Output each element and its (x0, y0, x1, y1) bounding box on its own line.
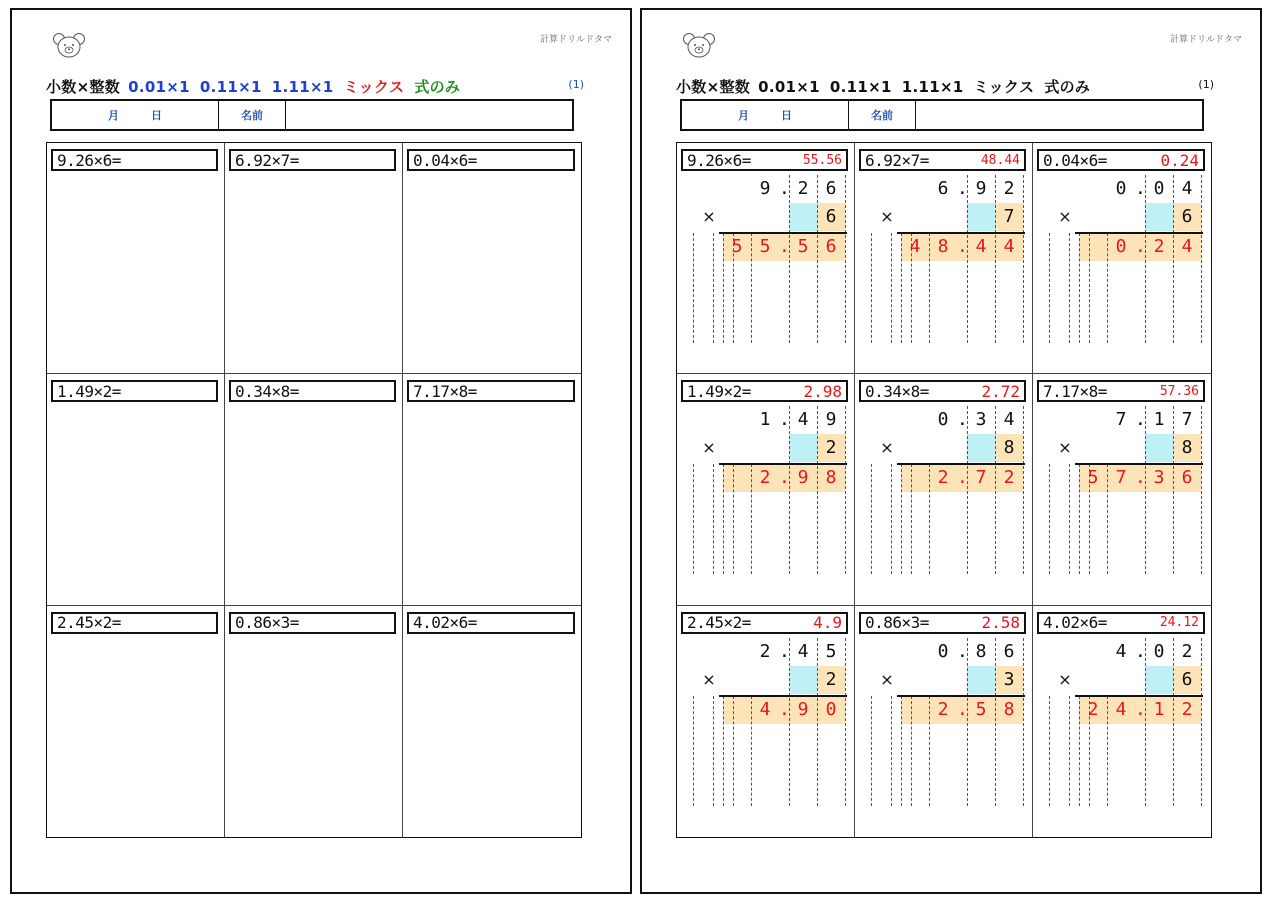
question-text: 0.86×3= (235, 613, 299, 633)
day-label: 日 (151, 109, 162, 122)
question-box (407, 380, 575, 402)
question-text: 7.17×8= (1043, 381, 1107, 401)
multiplicand-digit: 8 (975, 640, 987, 662)
vertical-calculation (855, 404, 1032, 604)
question-text: 2.45×2= (57, 613, 121, 633)
placeholder-highlight (967, 434, 995, 462)
guide-line (845, 175, 846, 343)
problem-cell (225, 606, 403, 837)
guide-line (693, 464, 694, 574)
guide-line (891, 464, 892, 574)
worksheet-title (676, 76, 1100, 97)
result-digit: 6 (1181, 467, 1193, 489)
name-label: 名前 (849, 101, 916, 129)
multiplier-digit: 8 (1181, 437, 1193, 459)
multiplicand-digit: 1 (759, 409, 771, 431)
guide-line (1069, 233, 1070, 343)
result-digit: . (779, 698, 790, 720)
multiplicand-digit: 2 (1181, 640, 1193, 662)
question-box (407, 612, 575, 634)
sheet-number: (1) (1198, 78, 1214, 91)
worksheet-problems (10, 8, 632, 894)
answer-value: 24.12 (1159, 615, 1199, 631)
question-text: 0.86×3= (865, 613, 929, 633)
guide-line (693, 233, 694, 343)
title-part: 1.11×1 (271, 78, 334, 96)
question-text: 0.34×8= (865, 381, 929, 401)
answer-cell (855, 374, 1033, 605)
bear-logo-icon (52, 30, 86, 60)
multiplicand-digit: 2 (1003, 178, 1015, 199)
answer-value: 2.72 (981, 381, 1020, 401)
placeholder-highlight (967, 203, 995, 231)
question-text: 1.49×2= (57, 381, 121, 401)
name-field (286, 101, 572, 129)
guide-line (845, 638, 846, 806)
placeholder-highlight (1145, 666, 1173, 694)
result-digit: 5 (1087, 467, 1099, 489)
answer-grid (676, 142, 1212, 838)
problem-cell (403, 143, 581, 374)
question-box (51, 380, 218, 402)
result-digit: 0 (825, 698, 837, 720)
guide-line (871, 233, 872, 343)
times-sign: × (702, 207, 716, 226)
multiplier-digit: 6 (825, 206, 837, 227)
guide-line (1069, 696, 1070, 806)
question-text: 7.17×8= (413, 381, 477, 401)
multiplicand-digit: . (779, 640, 790, 662)
result-digit: . (957, 467, 968, 489)
answer-value: 2.98 (803, 381, 842, 401)
guide-line (1201, 638, 1202, 806)
result-digit: 4 (1115, 698, 1127, 720)
multiplier-digit: 6 (1181, 206, 1193, 227)
name-date-box (50, 99, 574, 131)
question-box (407, 149, 575, 171)
guide-line (911, 696, 912, 806)
guide-line (1023, 406, 1024, 574)
result-digit: 8 (1003, 698, 1015, 720)
placeholder-highlight (1145, 203, 1173, 231)
multiplicand-digit: 4 (1115, 640, 1127, 662)
answer-cell (1033, 606, 1211, 837)
multiplicand-digit: 7 (1181, 409, 1193, 431)
vertical-calculation (1033, 173, 1211, 373)
placeholder-highlight (789, 666, 817, 694)
result-digit: 2 (759, 467, 771, 489)
multiplicand-digit: 9 (759, 178, 771, 199)
result-digit: 5 (797, 236, 809, 257)
result-digit: 5 (759, 236, 771, 257)
result-digit: . (957, 236, 968, 257)
guide-line (723, 696, 724, 806)
multiplicand-digit: . (957, 178, 968, 199)
guide-line (693, 696, 694, 806)
result-digit: 2 (1003, 467, 1015, 489)
problem-grid (46, 142, 582, 838)
multiplicand-digit: 7 (1115, 409, 1127, 431)
day-label: 日 (781, 109, 792, 122)
sheet-number: (1) (568, 78, 584, 91)
answer-cell (1033, 374, 1211, 605)
multiplicand-digit: 0 (1153, 640, 1165, 662)
question-box (859, 380, 1026, 402)
answer-cell (855, 143, 1033, 374)
guide-line (871, 464, 872, 574)
answer-cell (677, 374, 855, 605)
multiplicand-digit: 4 (797, 640, 809, 662)
result-digit: 7 (1115, 467, 1127, 489)
problem-cell (225, 374, 403, 605)
guide-line (1049, 233, 1050, 343)
multiplicand-digit: 4 (1181, 178, 1193, 199)
guide-line (891, 696, 892, 806)
result-digit: 4 (1003, 236, 1015, 257)
answer-value: 0.24 (1160, 150, 1199, 170)
placeholder-highlight (967, 666, 995, 694)
multiplicand-digit: . (1135, 409, 1146, 431)
answer-cell (677, 606, 855, 837)
title-part: 式のみ (414, 78, 461, 96)
answer-value: 48.44 (980, 152, 1020, 168)
multiplicand-digit: 6 (937, 178, 949, 199)
question-box (1037, 149, 1205, 171)
result-digit: 2 (1153, 236, 1165, 257)
title-base: 小数×整数 (46, 78, 121, 96)
multiplicand-digit: 1 (1153, 409, 1165, 431)
brand-label: 計算ドリルドタマ (1169, 35, 1242, 45)
guide-line (845, 406, 846, 574)
guide-line (1049, 464, 1050, 574)
result-digit: . (1135, 467, 1146, 489)
question-box (681, 612, 848, 634)
question-box (51, 149, 218, 171)
result-digit: 4 (759, 698, 771, 720)
result-digit: 4 (1181, 236, 1193, 257)
question-box (229, 380, 396, 402)
times-sign: × (702, 438, 716, 458)
guide-line (911, 464, 912, 574)
multiplicand-digit: . (779, 409, 790, 431)
multiplicand-digit: . (779, 178, 790, 199)
title-part: 0.11×1 (829, 78, 892, 96)
answer-cell (677, 143, 855, 374)
answer-cell (1033, 143, 1211, 374)
name-label: 名前 (219, 101, 286, 129)
times-sign: × (880, 669, 894, 689)
multiplicand-digit: . (957, 409, 968, 431)
bear-logo-icon (682, 30, 716, 60)
result-digit: 5 (975, 698, 987, 720)
question-text: 4.02×6= (1043, 613, 1107, 633)
guide-line (891, 233, 892, 343)
problem-cell (225, 143, 403, 374)
guide-line (1089, 233, 1090, 343)
multiplicand-digit: 6 (1003, 640, 1015, 662)
placeholder-highlight (789, 434, 817, 462)
vertical-calculation (855, 173, 1032, 373)
multiplier-digit: 8 (1003, 437, 1015, 459)
question-text: 0.04×6= (413, 150, 477, 170)
result-digit: 2 (1181, 698, 1193, 720)
result-digit: 2 (1087, 698, 1099, 720)
guide-line (733, 696, 734, 806)
result-digit: 8 (825, 467, 837, 489)
times-sign: × (880, 438, 894, 458)
question-box (51, 612, 218, 634)
question-text: 6.92×7= (235, 150, 299, 170)
question-text: 2.45×2= (687, 613, 751, 633)
question-box (1037, 612, 1205, 634)
guide-line (1023, 638, 1024, 806)
guide-line (733, 464, 734, 574)
multiplicand-digit: 4 (1003, 409, 1015, 431)
times-sign: × (1058, 207, 1072, 226)
multiplicand-digit: 5 (825, 640, 837, 662)
question-box (1037, 380, 1205, 402)
guide-line (1201, 175, 1202, 343)
title-part: 1.11×1 (901, 78, 964, 96)
multiplier-digit: 6 (1181, 668, 1193, 690)
vertical-calculation (677, 636, 854, 837)
times-sign: × (880, 207, 894, 226)
multiplicand-digit: . (957, 640, 968, 662)
guide-line (871, 696, 872, 806)
worksheet-title (46, 76, 470, 97)
question-text: 6.92×7= (865, 150, 929, 170)
name-date-box (680, 99, 1204, 131)
multiplicand-digit: 0 (1153, 178, 1165, 199)
multiplicand-digit: 9 (825, 409, 837, 431)
question-box (229, 612, 396, 634)
title-part: 0.01×1 (758, 78, 820, 96)
answer-cell (855, 606, 1033, 837)
question-text: 4.02×6= (413, 613, 477, 633)
problem-cell (403, 374, 581, 605)
result-digit: 4 (909, 236, 921, 257)
question-box (859, 612, 1026, 634)
date-field (52, 101, 219, 129)
guide-line (713, 696, 714, 806)
title-base: 小数×整数 (676, 78, 751, 96)
question-box (681, 380, 848, 402)
times-sign: × (1058, 669, 1072, 689)
title-part: 0.11×1 (199, 78, 262, 96)
result-digit: 2 (937, 467, 949, 489)
result-digit: 0 (1115, 236, 1127, 257)
guide-line (1049, 696, 1050, 806)
multiplicand-digit: 0 (937, 409, 949, 431)
guide-line (1079, 233, 1080, 343)
multiplier-digit: 3 (1003, 668, 1015, 690)
multiplicand-digit: 0 (937, 640, 949, 662)
result-digit: 1 (1153, 698, 1165, 720)
guide-line (713, 233, 714, 343)
multiplicand-digit: . (1135, 178, 1146, 199)
result-digit: . (779, 236, 790, 257)
worksheet-answers (640, 8, 1262, 894)
multiplicand-digit: 2 (797, 178, 809, 199)
result-digit: 5 (731, 236, 743, 257)
multiplicand-digit: 9 (975, 178, 987, 199)
result-digit: 8 (937, 236, 949, 257)
question-text: 0.04×6= (1043, 150, 1107, 170)
name-field (916, 101, 1202, 129)
question-box (859, 149, 1026, 171)
answer-value: 4.9 (813, 613, 842, 633)
guide-line (901, 696, 902, 806)
guide-line (1201, 406, 1202, 574)
multiplicand-digit: 2 (759, 640, 771, 662)
vertical-calculation (1033, 636, 1211, 837)
multiplicand-digit: 0 (1115, 178, 1127, 199)
problem-cell (47, 143, 225, 374)
vertical-calculation (855, 636, 1032, 837)
result-digit: . (1135, 236, 1146, 257)
question-text: 0.34×8= (235, 381, 299, 401)
result-digit: 9 (797, 467, 809, 489)
guide-line (723, 464, 724, 574)
result-digit: 7 (975, 467, 987, 489)
multiplicand-digit: 3 (975, 409, 987, 431)
problem-cell (403, 606, 581, 837)
guide-line (1023, 175, 1024, 343)
month-label: 月 (738, 109, 749, 122)
multiplier-digit: 2 (825, 668, 837, 690)
problem-cell (47, 374, 225, 605)
question-text: 9.26×6= (687, 150, 751, 170)
title-part: ミックス (973, 78, 1035, 96)
question-text: 1.49×2= (687, 381, 751, 401)
guide-line (1069, 464, 1070, 574)
result-digit: 6 (825, 236, 837, 257)
placeholder-highlight (789, 203, 817, 231)
title-part: 0.01×1 (128, 78, 190, 96)
guide-line (901, 464, 902, 574)
vertical-calculation (1033, 404, 1211, 604)
question-box (229, 149, 396, 171)
date-field (682, 101, 849, 129)
result-digit: 3 (1153, 467, 1165, 489)
vertical-calculation (677, 404, 854, 604)
placeholder-highlight (1145, 434, 1173, 462)
question-text: 9.26×6= (57, 150, 121, 170)
vertical-calculation (677, 173, 854, 373)
multiplier-digit: 2 (825, 437, 837, 459)
title-part: ミックス (343, 78, 405, 96)
result-digit: 2 (937, 698, 949, 720)
multiplicand-digit: . (1135, 640, 1146, 662)
result-digit: . (1135, 698, 1146, 720)
result-digit: 9 (797, 698, 809, 720)
question-box (681, 149, 848, 171)
multiplier-digit: 7 (1003, 206, 1015, 227)
result-digit: 4 (975, 236, 987, 257)
result-digit: . (957, 698, 968, 720)
times-sign: × (1058, 438, 1072, 458)
answer-value: 57.36 (1159, 383, 1199, 399)
answer-value: 55.56 (802, 152, 842, 168)
problem-cell (47, 606, 225, 837)
brand-label: 計算ドリルドタマ (539, 35, 612, 45)
guide-line (713, 464, 714, 574)
month-label: 月 (108, 109, 119, 122)
result-digit: . (779, 467, 790, 489)
multiplicand-digit: 4 (797, 409, 809, 431)
times-sign: × (702, 669, 716, 689)
title-part: 式のみ (1044, 78, 1091, 96)
answer-value: 2.58 (981, 613, 1020, 633)
multiplicand-digit: 6 (825, 178, 837, 199)
